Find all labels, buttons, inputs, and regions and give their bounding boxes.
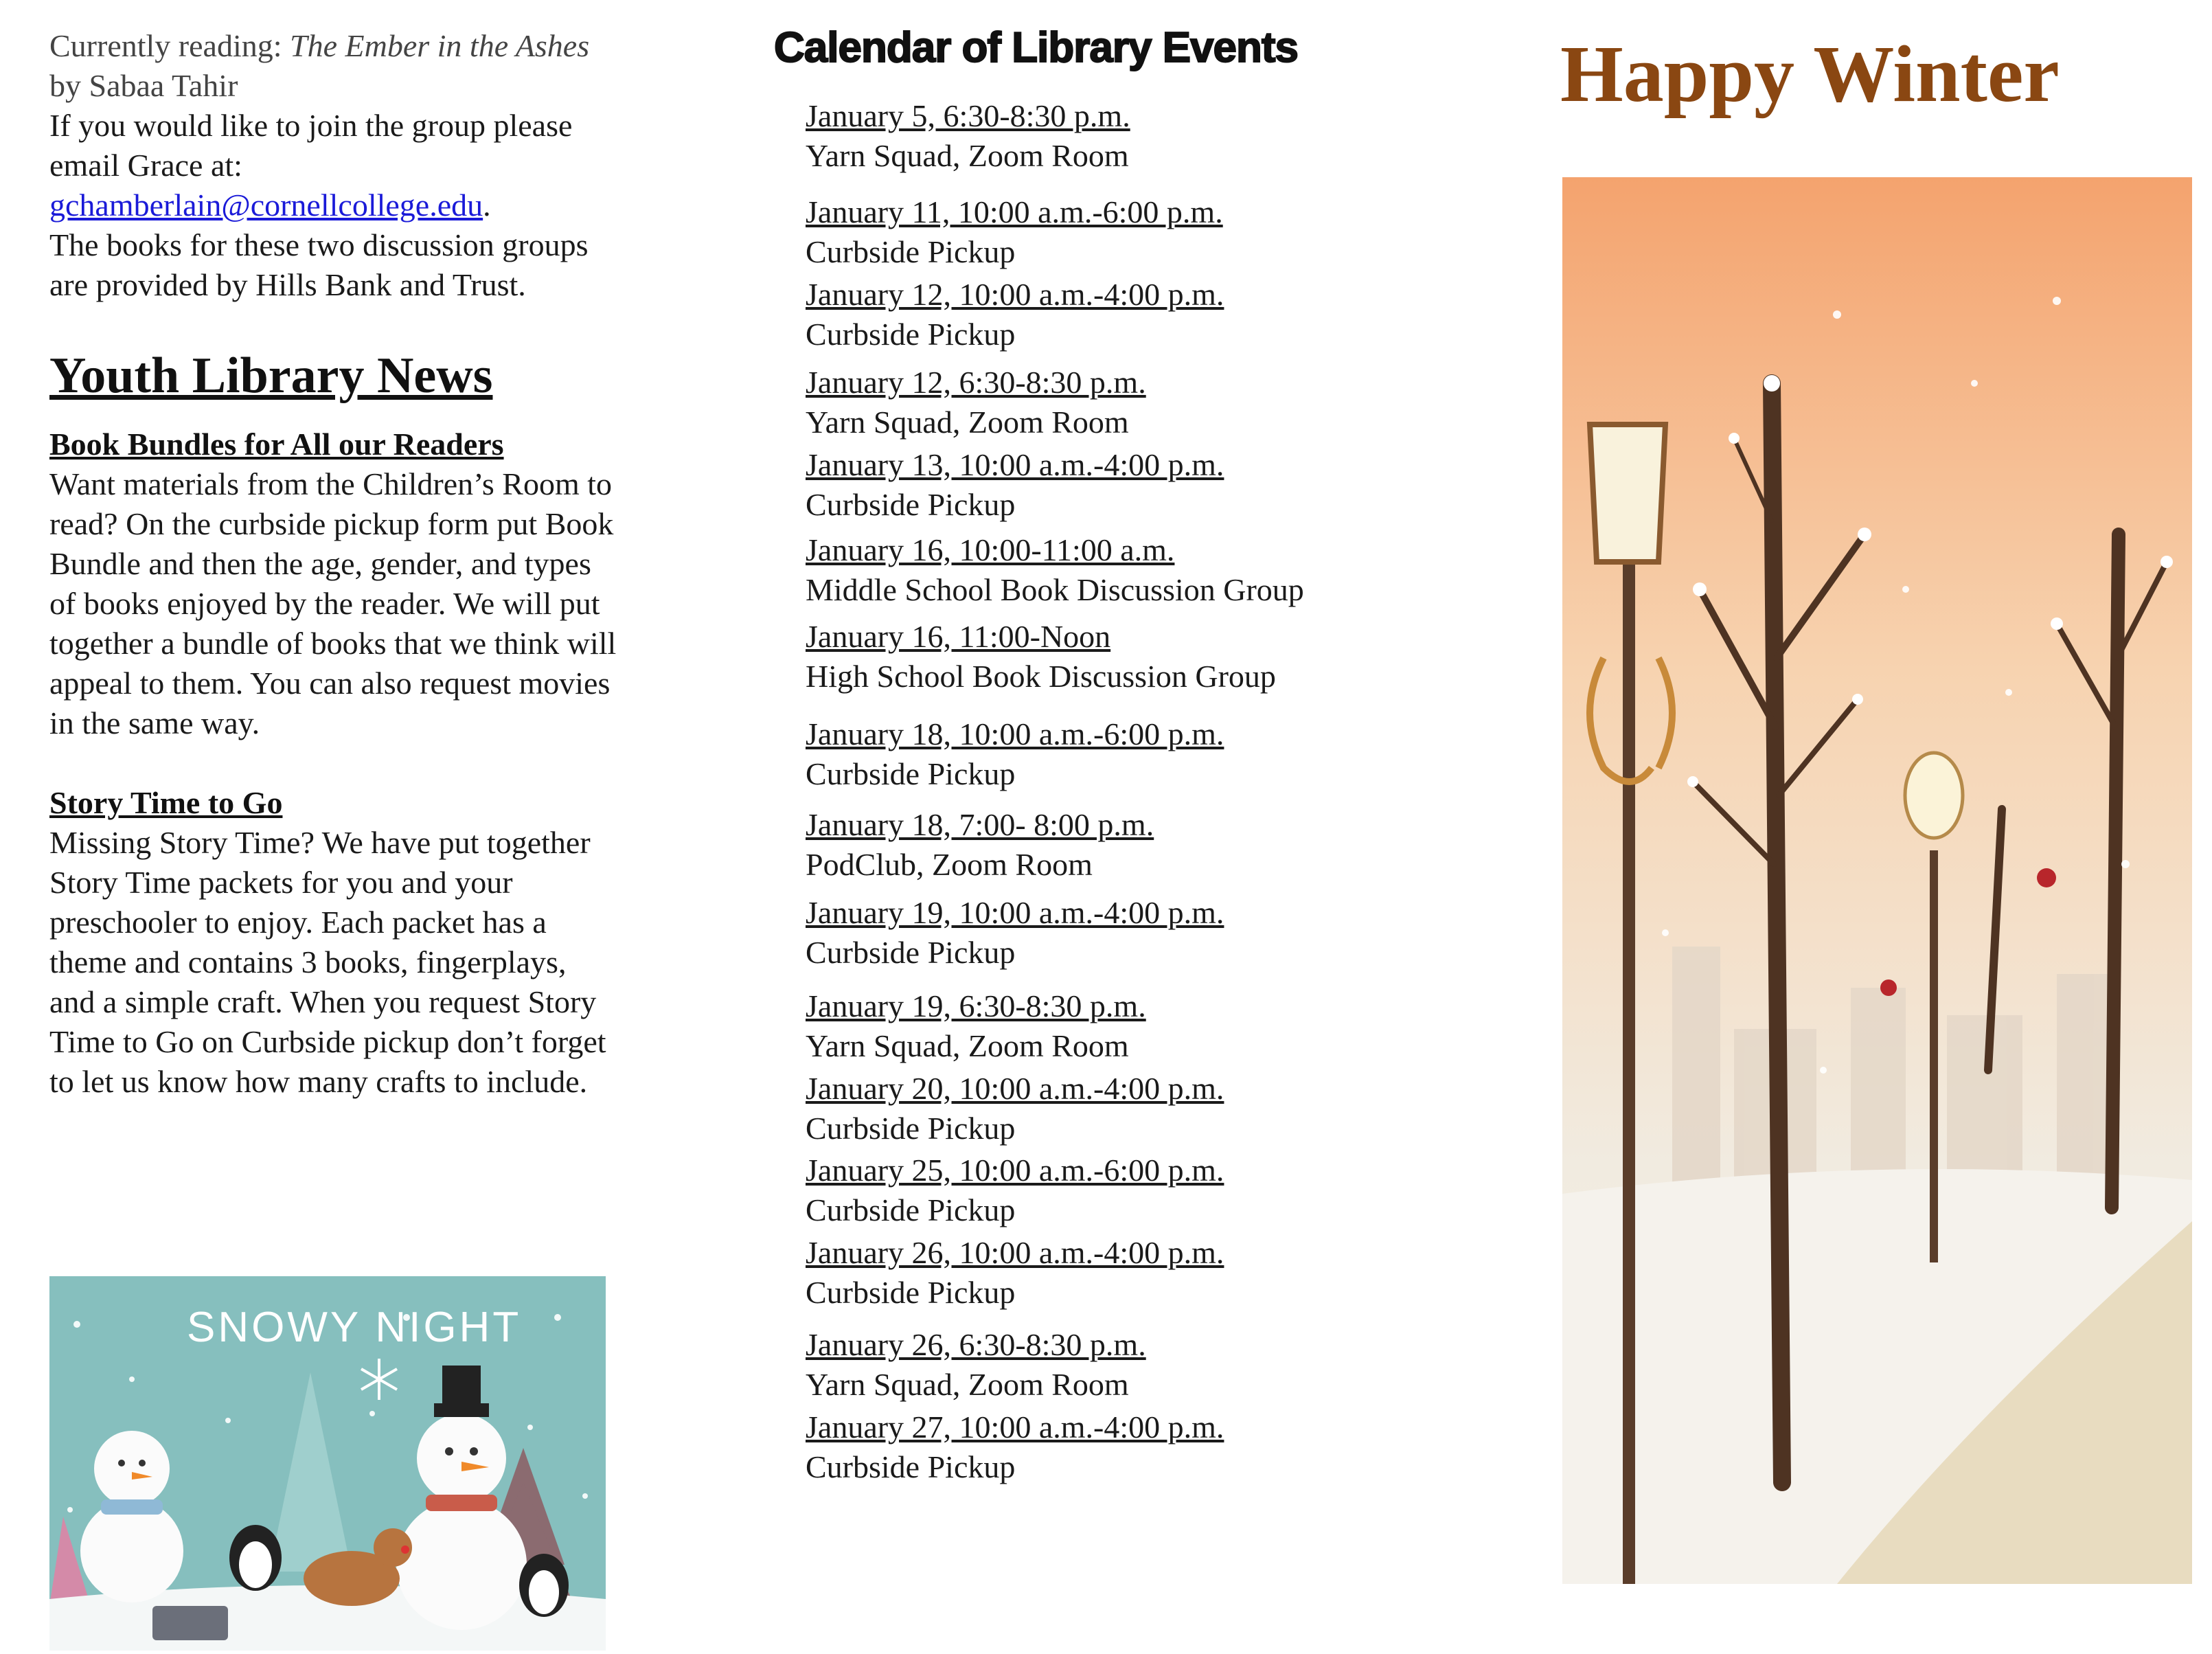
provided-text: The books for these two discussion groups are provided by Hills Bank and Trust. [49,227,589,302]
story-time-text: Missing Story Time? We have put together Story Time packets for you and your preschooler to enjoy. Each packet has a theme and contains 3 books, fingerplays, and a simple craft. When you request Story Time to Go on Curbside pickup don’t forget to let us know how many crafts to include. [49,825,606,1099]
event-description: Curbside Pickup [806,317,1016,352]
book-bundles-text: Want materials from the Children’s Room to read? On the curbside pickup form put Book Bundle and then the age, gender, and types of books enjoyed by the reader. We will put together a bundle of books that we think will appeal to them. You can also request movies in the same way. [49,466,617,740]
event-description: Yarn Squad, Zoom Room [806,138,1129,173]
calendar-event [806,275,1224,354]
book-bundles-heading: Book Bundles for All our Readers [49,427,504,462]
calendar-event [806,192,1223,272]
calendar-event [806,893,1224,973]
event-description: Curbside Pickup [806,234,1016,269]
event-description: Yarn Squad, Zoom Room [806,405,1129,440]
story-time-heading: Story Time to Go [49,785,283,820]
reading-prefix: Currently reading: [49,28,290,63]
calendar-event [806,96,1130,176]
youth-library-heading: Youth Library News [49,348,493,404]
event-description: High School Book Discussion Group [806,659,1276,694]
calendar-event [806,1151,1224,1230]
calendar-title: Calendar of Library Events [774,24,1299,71]
calendar-event [806,363,1146,442]
event-date: January 12, 10:00 a.m.-4:00 p.m. [806,277,1224,312]
event-date: January 16, 10:00-11:00 a.m. [806,532,1175,567]
event-date: January 18, 7:00- 8:00 p.m. [806,807,1154,842]
calendar-event [806,986,1146,1066]
calendar-event [806,1233,1224,1313]
snowy-night-text: SNOWY NIGHT [187,1304,522,1351]
event-date: January 11, 10:00 a.m.-6:00 p.m. [806,194,1223,229]
event-description: Curbside Pickup [806,1111,1016,1146]
event-date: January 25, 10:00 a.m.-6:00 p.m. [806,1153,1224,1188]
event-description: Curbside Pickup [806,1275,1016,1310]
event-date: January 26, 10:00 a.m.-4:00 p.m. [806,1235,1224,1270]
reading-title: The Ember in the Ashes [290,28,590,63]
event-description: Curbside Pickup [806,1449,1016,1484]
event-date: January 20, 10:00 a.m.-4:00 p.m. [806,1071,1224,1106]
event-description: Middle School Book Discussion Group [806,572,1304,607]
event-date: January 19, 10:00 a.m.-4:00 p.m. [806,895,1224,930]
calendar-event [806,1407,1224,1487]
event-date: January 5, 6:30-8:30 p.m. [806,98,1130,133]
left-column [49,26,619,1102]
event-description: Curbside Pickup [806,756,1016,791]
calendar-event [806,530,1304,610]
event-date: January 16, 11:00-Noon [806,619,1111,654]
event-date: January 12, 6:30-8:30 p.m. [806,365,1146,400]
winter-street-art [1562,177,2192,1584]
event-description: Curbside Pickup [806,1192,1016,1227]
event-date: January 27, 10:00 a.m.-4:00 p.m. [806,1409,1224,1445]
email-link[interactable]: gchamberlain@cornellcollege.edu [49,188,483,223]
event-description: Yarn Squad, Zoom Room [806,1367,1129,1402]
happy-winter-title: Happy Winter [1560,29,2060,119]
calendar-event [806,445,1224,525]
event-description: Curbside Pickup [806,935,1016,970]
event-description: PodClub, Zoom Room [806,847,1093,882]
event-date: January 26, 6:30-8:30 p.m. [806,1327,1146,1362]
calendar-event [806,1069,1224,1148]
reading-author: by Sabaa Tahir [49,68,238,103]
currently-reading [49,26,619,106]
event-date: January 18, 10:00 a.m.-6:00 p.m. [806,716,1224,751]
event-date: January 19, 6:30-8:30 p.m. [806,988,1146,1023]
winter-street-illustration [1562,177,2192,1584]
email-line [49,185,619,225]
event-date: January 13, 10:00 a.m.-4:00 p.m. [806,447,1224,482]
calendar-event [806,805,1154,885]
event-description: Yarn Squad, Zoom Room [806,1028,1129,1063]
calendar-event [806,1325,1146,1405]
snowy-night-illustration [49,1276,606,1651]
event-description: Curbside Pickup [806,487,1016,522]
calendar-event [806,714,1224,794]
calendar-event [806,617,1276,696]
snowy-night-art [49,1276,606,1651]
join-text: If you would like to join the group please email Grace at: [49,108,573,183]
email-period: . [483,188,491,223]
